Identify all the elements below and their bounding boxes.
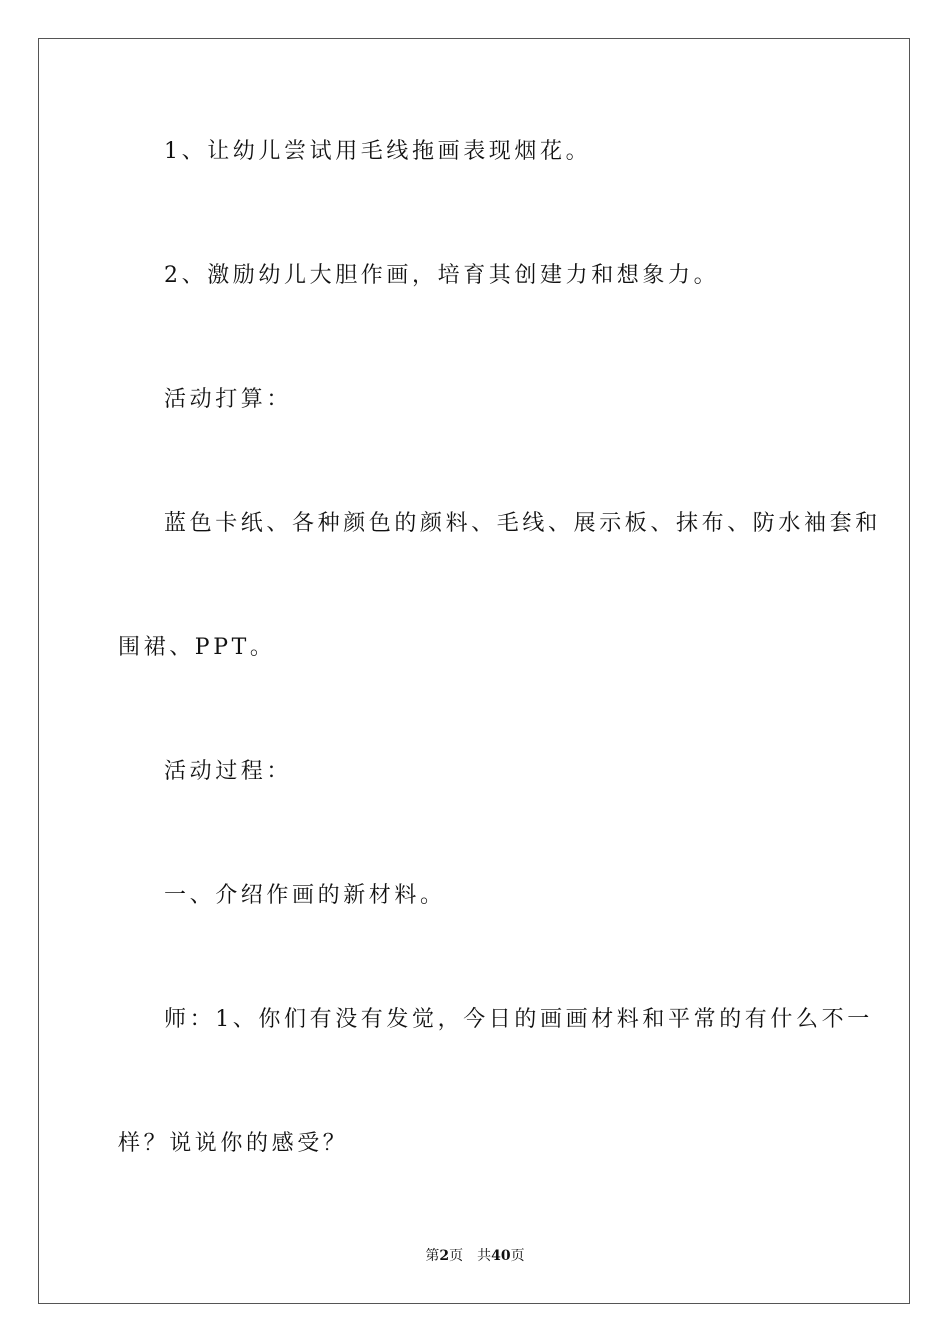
footer-total-suffix: 页 xyxy=(510,1248,525,1264)
footer-page-prefix: 第 xyxy=(425,1248,440,1264)
footer-page-number: 2 xyxy=(439,1248,450,1264)
paragraph-materials-line-1: 蓝色卡纸、各种颜色的颜料、毛线、展示板、抹布、防水袖套和 xyxy=(164,511,881,536)
paragraph-step-1: 一、介绍作画的新材料。 xyxy=(164,883,446,908)
page-frame xyxy=(38,38,910,1304)
paragraph-materials-line-2: 围裙、PPT。 xyxy=(118,635,276,660)
paragraph-teacher-question-line-1: 师：1、你们有没有发觉，今日的画画材料和平常的有什么不一 xyxy=(164,1007,873,1032)
paragraph-teacher-question-line-2: 样？说说你的感受？ xyxy=(118,1131,349,1156)
paragraph-goal-1: 1、让幼儿尝试用毛线拖画表现烟花。 xyxy=(164,139,592,164)
page-footer xyxy=(0,1246,950,1266)
paragraph-goal-2: 2、激励幼儿大胆作画，培育其创建力和想象力。 xyxy=(164,263,720,288)
footer-total-pages: 40 xyxy=(491,1248,511,1264)
heading-activity-process: 活动过程： xyxy=(164,759,293,784)
footer-page-suffix: 页 xyxy=(449,1248,464,1264)
heading-activity-preparation: 活动打算： xyxy=(164,387,293,412)
footer-total-prefix: 共 xyxy=(477,1248,492,1264)
